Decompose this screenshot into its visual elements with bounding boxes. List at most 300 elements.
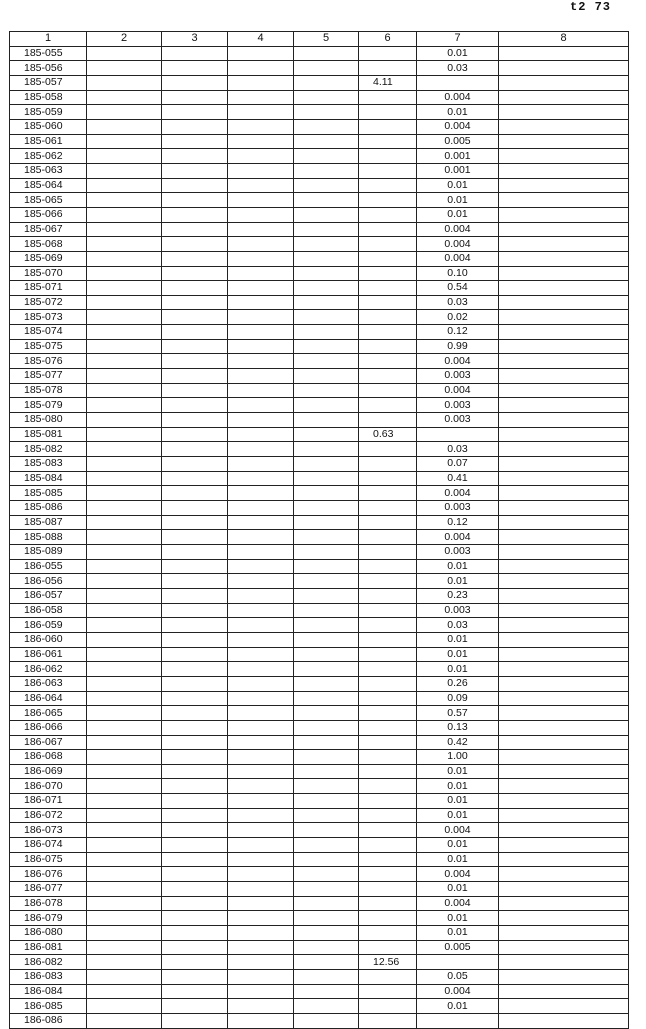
empty-cell [228,691,294,706]
column-7-cell: 0.004 [417,530,499,545]
column-7-cell: 0.12 [417,515,499,530]
empty-cell [228,398,294,413]
empty-cell [87,266,162,281]
empty-cell [294,530,359,545]
empty-cell [228,515,294,530]
table-row [10,911,629,926]
empty-cell [87,926,162,941]
column-6-cell [359,706,417,721]
sample-id-cell: 186-074 [10,838,87,853]
column-6-cell [359,676,417,691]
column-header: 6 [359,32,417,47]
empty-cell [162,266,228,281]
empty-cell [228,427,294,442]
empty-cell [499,369,629,384]
column-6-cell [359,823,417,838]
empty-cell [294,501,359,516]
sample-id-cell: 185-060 [10,119,87,134]
empty-cell [162,984,228,999]
sample-id-cell: 186-059 [10,618,87,633]
table-row [10,530,629,545]
empty-cell [87,764,162,779]
column-6-cell [359,926,417,941]
empty-cell [162,911,228,926]
sample-id-cell: 185-070 [10,266,87,281]
table-row [10,119,629,134]
empty-cell [162,149,228,164]
column-7-cell: 0.004 [417,984,499,999]
empty-cell [499,720,629,735]
sample-id-cell: 185-084 [10,471,87,486]
column-6-cell [359,222,417,237]
empty-cell [499,676,629,691]
empty-cell [228,383,294,398]
empty-cell [294,295,359,310]
empty-cell [294,486,359,501]
empty-cell [162,105,228,120]
empty-cell [294,823,359,838]
column-6-cell [359,266,417,281]
empty-cell [228,632,294,647]
empty-cell [87,632,162,647]
empty-cell [228,413,294,428]
empty-cell [294,603,359,618]
empty-cell [162,398,228,413]
empty-cell [87,398,162,413]
empty-cell [499,471,629,486]
empty-cell [87,281,162,296]
empty-cell [294,354,359,369]
empty-cell [499,955,629,970]
empty-cell [162,662,228,677]
empty-cell [162,134,228,149]
empty-cell [87,193,162,208]
table-row [10,427,629,442]
column-7-cell: 0.01 [417,46,499,61]
empty-cell [499,544,629,559]
empty-cell [87,457,162,472]
empty-cell [228,618,294,633]
table-row [10,970,629,985]
sample-id-cell: 186-086 [10,1013,87,1028]
empty-cell [228,896,294,911]
column-7-cell: 0.01 [417,178,499,193]
column-6-cell: 4.11 [359,75,417,90]
column-7-cell: 0.01 [417,882,499,897]
column-7-cell: 0.01 [417,647,499,662]
column-7-cell: 0.03 [417,618,499,633]
column-6-cell [359,251,417,266]
empty-cell [499,559,629,574]
empty-cell [228,501,294,516]
column-6-cell [359,119,417,134]
sample-id-cell: 185-067 [10,222,87,237]
empty-cell [228,178,294,193]
empty-cell [87,808,162,823]
empty-cell [162,544,228,559]
sample-id-cell: 185-080 [10,413,87,428]
empty-cell [294,281,359,296]
empty-cell [162,559,228,574]
empty-cell [87,647,162,662]
column-7-cell: 0.03 [417,442,499,457]
empty-cell [228,325,294,340]
empty-cell [228,266,294,281]
column-6-cell [359,471,417,486]
empty-cell [499,735,629,750]
table-row [10,295,629,310]
table-row [10,955,629,970]
column-6-cell [359,237,417,252]
empty-cell [228,647,294,662]
empty-cell [87,896,162,911]
empty-cell [294,105,359,120]
sample-id-cell: 185-064 [10,178,87,193]
empty-cell [87,207,162,222]
empty-cell [162,691,228,706]
empty-cell [228,926,294,941]
column-6-cell [359,574,417,589]
empty-cell [499,911,629,926]
empty-cell [294,662,359,677]
column-6-cell [359,339,417,354]
empty-cell [294,706,359,721]
empty-cell [228,882,294,897]
table-row [10,61,629,76]
empty-cell [87,46,162,61]
empty-cell [499,632,629,647]
empty-cell [162,413,228,428]
sample-id-cell: 185-061 [10,134,87,149]
empty-cell [87,61,162,76]
empty-cell [228,281,294,296]
column-7-cell: 0.004 [417,486,499,501]
empty-cell [499,266,629,281]
table-row [10,134,629,149]
empty-cell [162,632,228,647]
table-row [10,676,629,691]
empty-cell [499,515,629,530]
empty-cell [162,442,228,457]
column-7-cell: 0.09 [417,691,499,706]
empty-cell [228,559,294,574]
empty-cell [499,178,629,193]
column-6-cell [359,149,417,164]
empty-cell [499,134,629,149]
empty-cell [499,90,629,105]
empty-cell [499,926,629,941]
column-7-cell: 0.001 [417,149,499,164]
empty-cell [499,823,629,838]
table-row [10,896,629,911]
table-row [10,501,629,516]
column-7-cell: 0.01 [417,193,499,208]
empty-cell [228,706,294,721]
table-row [10,735,629,750]
empty-cell [228,354,294,369]
empty-cell [294,193,359,208]
sample-id-cell: 186-056 [10,574,87,589]
empty-cell [162,369,228,384]
empty-cell [499,588,629,603]
column-6-cell [359,295,417,310]
empty-cell [499,119,629,134]
empty-cell [87,882,162,897]
empty-cell [294,339,359,354]
sample-id-cell: 186-077 [10,882,87,897]
empty-cell [162,339,228,354]
column-7-cell: 0.01 [417,105,499,120]
column-7-cell: 0.004 [417,354,499,369]
empty-cell [162,207,228,222]
column-header: 3 [162,32,228,47]
sample-id-cell: 186-057 [10,588,87,603]
empty-cell [87,486,162,501]
empty-cell [499,193,629,208]
empty-cell [294,882,359,897]
empty-cell [499,251,629,266]
column-6-cell: 0.63 [359,427,417,442]
empty-cell [228,105,294,120]
empty-cell [162,706,228,721]
sample-id-cell: 186-073 [10,823,87,838]
empty-cell [294,251,359,266]
empty-cell [162,603,228,618]
table-row [10,647,629,662]
sample-id-cell: 186-060 [10,632,87,647]
sample-id-cell: 185-082 [10,442,87,457]
empty-cell [228,735,294,750]
empty-cell [228,750,294,765]
sample-id-cell: 185-071 [10,281,87,296]
empty-cell [294,46,359,61]
column-7-cell: 0.003 [417,544,499,559]
empty-cell [499,325,629,340]
column-6-cell [359,588,417,603]
empty-cell [87,588,162,603]
column-6-cell [359,193,417,208]
column-6-cell [359,999,417,1014]
column-7-cell: 0.004 [417,383,499,398]
table-row [10,383,629,398]
empty-cell [87,90,162,105]
empty-cell [162,178,228,193]
empty-cell [162,720,228,735]
empty-cell [499,427,629,442]
column-7-cell: 0.01 [417,559,499,574]
column-6-cell [359,163,417,178]
column-6-cell [359,618,417,633]
column-7-cell: 0.01 [417,926,499,941]
column-7-cell: 0.01 [417,632,499,647]
sample-id-cell: 186-067 [10,735,87,750]
column-7-cell: 0.003 [417,398,499,413]
column-header: 4 [228,32,294,47]
empty-cell [87,720,162,735]
table-row [10,398,629,413]
empty-cell [228,61,294,76]
empty-cell [87,999,162,1014]
empty-cell [294,325,359,340]
column-7-cell: 0.01 [417,207,499,222]
empty-cell [499,618,629,633]
empty-cell [87,955,162,970]
column-6-cell: 12.56 [359,955,417,970]
table-row [10,486,629,501]
table-row [10,852,629,867]
table-row [10,984,629,999]
column-6-cell [359,691,417,706]
empty-cell [499,339,629,354]
empty-cell [294,867,359,882]
sample-id-cell: 186-085 [10,999,87,1014]
column-6-cell [359,90,417,105]
empty-cell [87,530,162,545]
table-row [10,588,629,603]
empty-cell [87,574,162,589]
sample-id-cell: 186-064 [10,691,87,706]
empty-cell [162,501,228,516]
empty-cell [162,794,228,809]
empty-cell [162,618,228,633]
empty-cell [294,720,359,735]
empty-cell [499,105,629,120]
column-6-cell [359,794,417,809]
empty-cell [499,999,629,1014]
empty-cell [499,691,629,706]
sample-id-cell: 186-075 [10,852,87,867]
empty-cell [87,369,162,384]
empty-cell [228,662,294,677]
column-6-cell [359,281,417,296]
column-7-cell: 0.13 [417,720,499,735]
empty-cell [162,574,228,589]
empty-cell [294,940,359,955]
empty-cell [228,310,294,325]
empty-cell [87,310,162,325]
column-6-cell [359,647,417,662]
empty-cell [162,823,228,838]
sample-id-cell: 186-079 [10,911,87,926]
empty-cell [228,955,294,970]
sample-id-cell: 185-057 [10,75,87,90]
table-row [10,867,629,882]
column-7-cell: 0.005 [417,134,499,149]
empty-cell [162,999,228,1014]
table-row [10,369,629,384]
empty-cell [87,295,162,310]
empty-cell [499,940,629,955]
empty-cell [162,193,228,208]
empty-cell [294,588,359,603]
empty-cell [499,603,629,618]
empty-cell [228,852,294,867]
empty-cell [228,911,294,926]
empty-cell [499,706,629,721]
empty-cell [162,237,228,252]
empty-cell [499,207,629,222]
data-table [9,31,629,1029]
empty-cell [228,46,294,61]
column-7-cell: 0.001 [417,163,499,178]
column-7-cell: 0.004 [417,251,499,266]
empty-cell [294,632,359,647]
empty-cell [162,867,228,882]
table-row [10,149,629,164]
empty-cell [228,720,294,735]
column-7-cell: 0.004 [417,823,499,838]
empty-cell [499,457,629,472]
column-6-cell [359,867,417,882]
column-7-cell: 0.57 [417,706,499,721]
empty-cell [294,750,359,765]
empty-cell [228,369,294,384]
column-7-cell: 0.004 [417,867,499,882]
column-7-cell: 0.004 [417,90,499,105]
empty-cell [499,413,629,428]
empty-cell [162,808,228,823]
empty-cell [228,970,294,985]
column-7-cell: 0.004 [417,896,499,911]
empty-cell [499,383,629,398]
empty-cell [294,970,359,985]
empty-cell [87,222,162,237]
empty-cell [499,852,629,867]
table-row [10,457,629,472]
column-7-cell: 0.004 [417,237,499,252]
table-row [10,823,629,838]
sample-id-cell: 185-072 [10,295,87,310]
empty-cell [228,251,294,266]
table-row [10,706,629,721]
table-row [10,750,629,765]
empty-cell [294,676,359,691]
column-7-cell: 0.41 [417,471,499,486]
empty-cell [294,119,359,134]
column-7-cell [417,75,499,90]
empty-cell [228,486,294,501]
empty-cell [499,354,629,369]
column-6-cell [359,530,417,545]
empty-cell [87,867,162,882]
empty-cell [228,603,294,618]
empty-cell [294,178,359,193]
column-7-cell: 0.01 [417,852,499,867]
column-7-cell: 0.004 [417,119,499,134]
empty-cell [87,501,162,516]
empty-cell [162,588,228,603]
column-7-cell: 0.01 [417,779,499,794]
column-6-cell [359,501,417,516]
empty-cell [228,457,294,472]
table-row [10,764,629,779]
empty-cell [294,559,359,574]
empty-cell [228,471,294,486]
table-row [10,882,629,897]
column-6-cell [359,369,417,384]
empty-cell [87,119,162,134]
table-row [10,442,629,457]
empty-cell [499,486,629,501]
empty-cell [162,764,228,779]
empty-cell [87,339,162,354]
column-header: 1 [10,32,87,47]
empty-cell [499,867,629,882]
empty-cell [294,794,359,809]
empty-cell [162,281,228,296]
empty-cell [294,427,359,442]
table-row [10,178,629,193]
